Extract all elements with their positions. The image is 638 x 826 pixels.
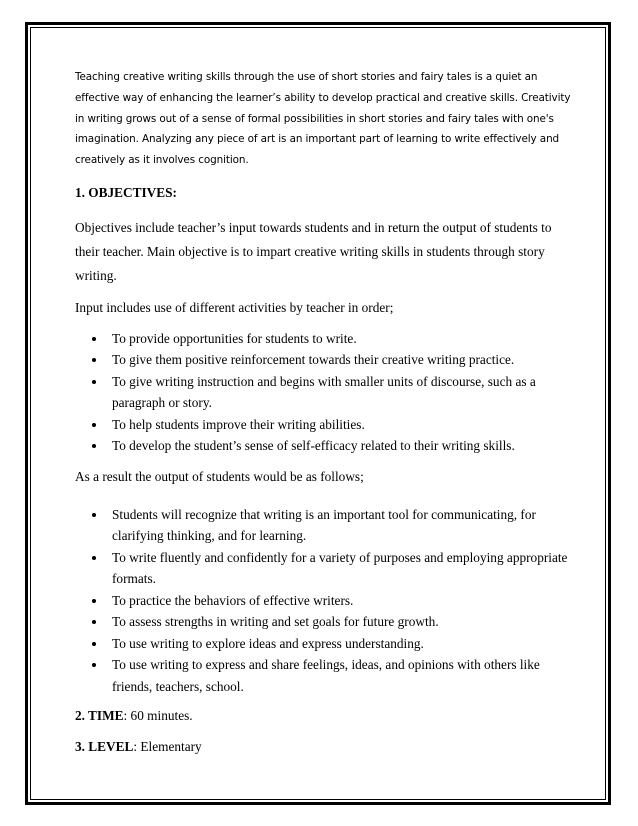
list-item-text: To provide opportunities for students to write.	[112, 330, 357, 346]
objectives-paragraph: Objectives include teacher’s input towards students and in return the output of students to their teacher. Main objective is to impart creative writing skills in students through story writing.	[75, 219, 552, 283]
level-value: : Elementary	[133, 739, 202, 755]
bullet-icon	[92, 513, 96, 517]
list-item	[75, 371, 575, 414]
list-item-text: To use writing to express and share feelings, ideas, and opinions with others like friends, teachers, school.	[112, 657, 540, 694]
list-item	[75, 611, 575, 633]
list-item	[75, 435, 575, 457]
list-item-text: To assess strengths in writing and set goals for future growth.	[112, 614, 439, 630]
level-line	[75, 736, 575, 757]
list-item-text: To practice the behaviors of effective writers.	[112, 592, 354, 608]
list-item	[75, 654, 575, 697]
bullet-icon	[92, 423, 96, 427]
list-item	[75, 349, 575, 371]
level-label: 3. LEVEL	[75, 739, 134, 755]
bullet-icon	[92, 599, 96, 603]
list-item-text: To help students improve their writing abilities.	[112, 416, 365, 432]
bullet-icon	[92, 620, 96, 624]
output-intro: As a result the output of students would be as follows;	[75, 468, 364, 484]
objectives-heading: 1. OBJECTIVES:	[75, 184, 177, 200]
list-item-text: To write fluently and confidently for a variety of purposes and employing appropriate formats.	[112, 549, 568, 587]
time-line	[75, 705, 575, 726]
bullet-icon	[92, 556, 96, 560]
time-value: : 60 minutes.	[123, 708, 193, 724]
list-item-text: To give writing instruction and begins with smaller units of discourse, such as a paragraph or story.	[112, 373, 536, 411]
bullet-icon	[92, 358, 96, 362]
bullet-icon	[92, 444, 96, 448]
list-item	[75, 633, 575, 655]
list-item	[75, 547, 575, 590]
input-intro: Input includes use of different activities by teacher in order;	[75, 299, 394, 315]
list-item-text: To develop the student’s sense of self-efficacy related to their writing skills.	[112, 438, 515, 454]
bullet-icon	[92, 642, 96, 646]
list-item-text: To give them positive reinforcement towards their creative writing practice.	[112, 352, 515, 368]
intro-paragraph: Teaching creative writing skills through the use of short stories and fairy tales is a quiet an effective way of enhancing the learner’s ability to develop practical and creative skills. Creativity in writing grows out of a sense of formal possibilities in short stories and fairy tales with one's imagination. Analyzing any piece of art is an important part of learning to write effectively and creatively as it involves cognition.	[75, 71, 571, 167]
list-item	[75, 328, 575, 350]
time-label: 2. TIME	[75, 708, 124, 724]
list-item-text: To use writing to explore ideas and express understanding.	[112, 635, 424, 651]
list-item	[75, 414, 575, 436]
list-item	[75, 590, 575, 612]
document-content	[75, 67, 575, 767]
bullet-icon	[92, 380, 96, 384]
input-list	[75, 328, 575, 457]
list-item	[75, 504, 575, 547]
list-item-text: Students will recognize that writing is an important tool for communicating, for clarifying thinking, and for learning.	[112, 506, 536, 544]
output-list	[75, 504, 575, 698]
bullet-icon	[92, 337, 96, 341]
bullet-icon	[92, 663, 96, 667]
